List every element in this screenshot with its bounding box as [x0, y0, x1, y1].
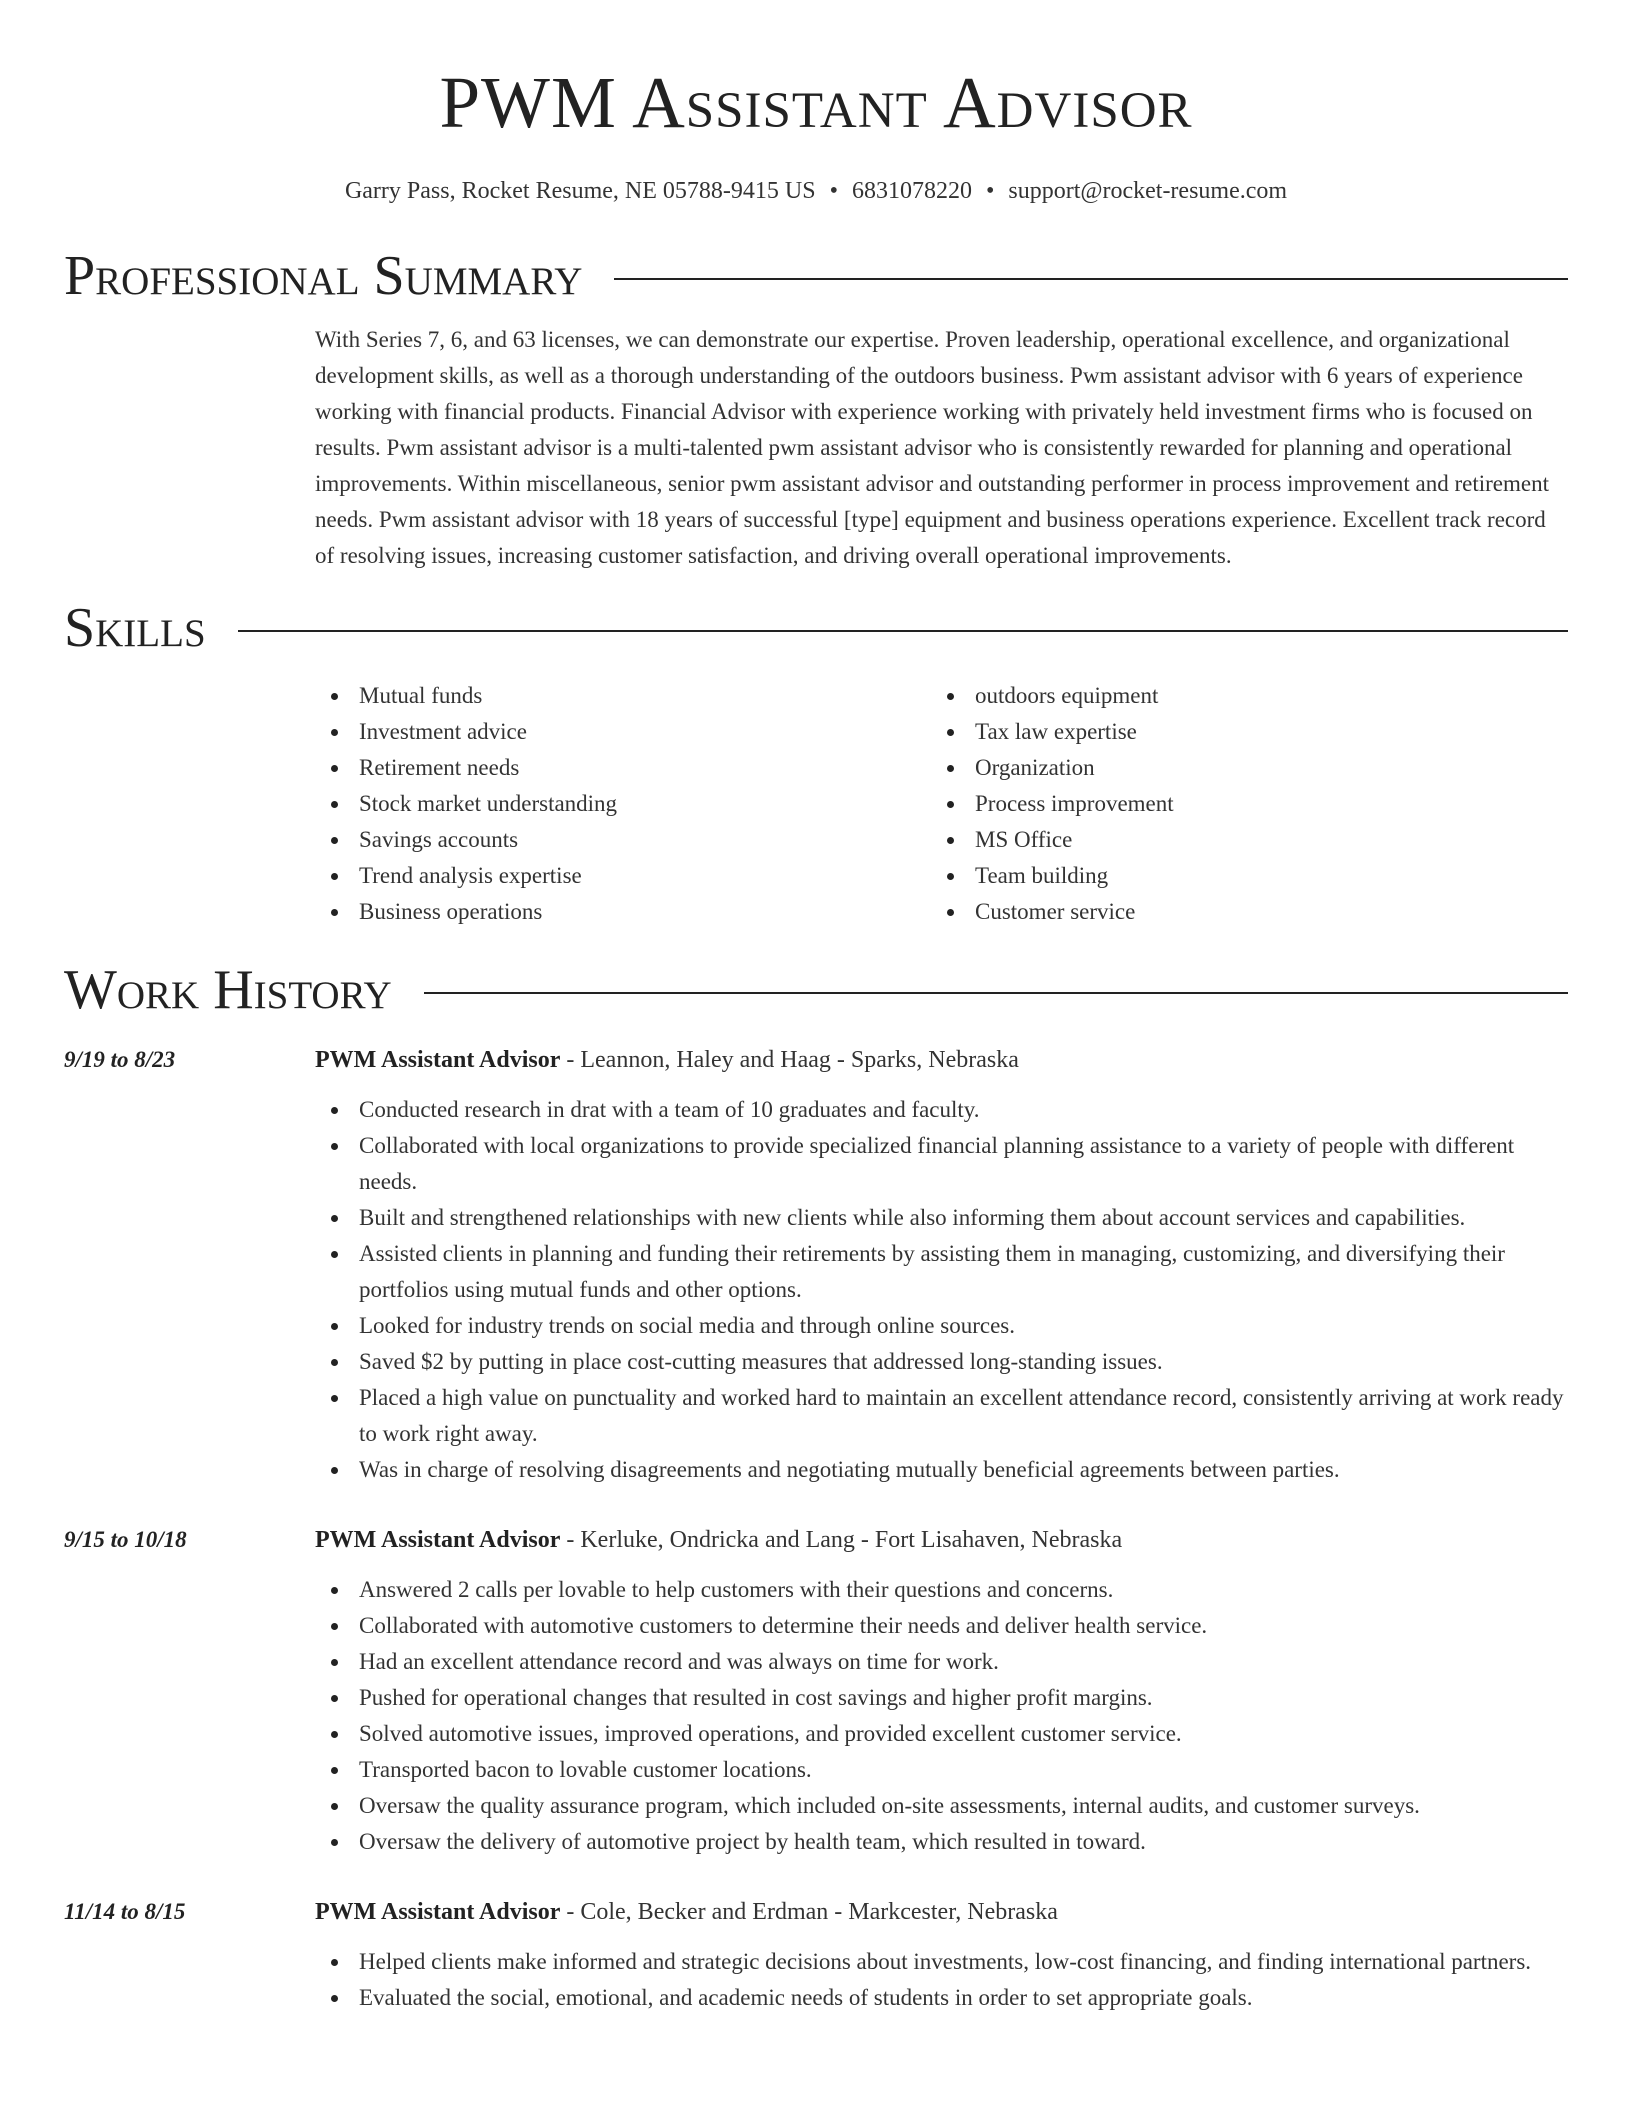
- skill-item: Retirement needs: [315, 750, 931, 786]
- section-divider: [424, 992, 1568, 994]
- duty-item: Saved $2 by putting in place cost-cutting measures that addressed long-standing issues.: [315, 1344, 1568, 1380]
- duty-item: Collaborated with automotive customers to determine their needs and deliver health service.: [315, 1608, 1568, 1644]
- job-dates: 9/15 to 10/18: [64, 1527, 187, 1552]
- skills-list-left: [315, 678, 931, 930]
- duty-item: Transported bacon to lovable customer locations.: [315, 1752, 1568, 1788]
- job-dates: 11/14 to 8/15: [64, 1899, 186, 1924]
- job-duties: [315, 1944, 1568, 2016]
- duty-item: Evaluated the social, emotional, and academic needs of students in order to set appropriate goals.: [315, 1980, 1568, 2016]
- summary-text: With Series 7, 6, and 63 licenses, we can demonstrate our expertise. Proven leadership, operational excellence, and organizational development skills, as well as a thorough understanding of the outdoors business. Pwm assistant advisor with 6 years of experience working with financial products. Financial Advisor with experience working with privately held investment firms who is focused on results. Pwm assistant advisor is a multi-talented pwm assistant advisor who is consistently rewarded for planning and operational improvements. Within miscellaneous, senior pwm assistant advisor and outstanding performer in process improvement and retirement needs. Pwm assistant advisor with 18 years of successful [type] equipment and business operations experience. Excellent track record of resolving issues, increasing customer satisfaction, and driving overall operational improvements.: [315, 327, 1549, 568]
- skill-item: Tax law expertise: [931, 714, 1547, 750]
- work-history-heading-title: Work History: [64, 959, 392, 1021]
- skill-item: Investment advice: [315, 714, 931, 750]
- job-title-line: [315, 1522, 1568, 1558]
- contact-phone: 6831078220: [851, 178, 972, 204]
- skill-item: Team building: [931, 858, 1547, 894]
- contact-address: Garry Pass, Rocket Resume, NE 05788-9415 US: [344, 178, 816, 204]
- duty-item: Conducted research in drat with a team of 10 graduates and faculty.: [315, 1092, 1568, 1128]
- duty-item: Oversaw the quality assurance program, which included on-site assessments, internal audits, and customer surveys.: [315, 1788, 1568, 1824]
- job-title: PWM Assistant Advisor: [315, 1047, 561, 1073]
- duty-item: Had an excellent attendance record and was always on time for work.: [315, 1644, 1568, 1680]
- duty-item: Helped clients make informed and strategic decisions about investments, low-cost financing, and finding international partners.: [315, 1944, 1568, 1980]
- skills-grid: [315, 678, 1568, 930]
- job-dates: 9/19 to 8/23: [64, 1047, 176, 1072]
- skill-item: Trend analysis expertise: [315, 858, 931, 894]
- duty-item: Placed a high value on punctuality and worked hard to maintain an excellent attendance record, consistently arriving at work ready to work right away.: [315, 1380, 1568, 1452]
- contact-line: [64, 176, 1568, 206]
- skill-item: MS Office: [931, 822, 1547, 858]
- job-duties: [315, 1572, 1568, 1860]
- job-title: PWM Assistant Advisor: [315, 1899, 561, 1925]
- section-divider: [614, 278, 1568, 280]
- job-entry: [64, 1042, 1568, 1488]
- job-employer: - Kerluke, Ondricka and Lang - Fort Lisahaven, Nebraska: [560, 1527, 1123, 1553]
- duty-item: Collaborated with local organizations to provide specialized financial planning assistance to a variety of people with different needs.: [315, 1128, 1568, 1200]
- job-title-line: [315, 1894, 1568, 1930]
- skills-heading: [64, 596, 1568, 660]
- job-title: PWM Assistant Advisor: [315, 1527, 561, 1553]
- job-duties: [315, 1092, 1568, 1488]
- duty-item: Built and strengthened relationships with new clients while also informing them about account services and capabilities.: [315, 1200, 1568, 1236]
- job-employer: - Leannon, Haley and Haag - Sparks, Nebraska: [560, 1047, 1019, 1073]
- contact-separator: •: [829, 178, 838, 204]
- work-history-heading: [64, 958, 1568, 1022]
- contact-separator: •: [985, 178, 995, 204]
- summary-heading-title: Professional Summary: [64, 245, 583, 307]
- job-employer: - Cole, Becker and Erdman - Markcester, Nebraska: [560, 1899, 1058, 1925]
- duty-item: Pushed for operational changes that resulted in cost savings and higher profit margins.: [315, 1680, 1568, 1716]
- skills-heading-title: Skills: [64, 597, 206, 659]
- job-body: [315, 1522, 1568, 1860]
- skill-item: Mutual funds: [315, 678, 931, 714]
- resume-page: [64, 0, 1568, 2016]
- skill-item: Customer service: [931, 894, 1547, 930]
- duty-item: Answered 2 calls per lovable to help customers with their questions and concerns.: [315, 1572, 1568, 1608]
- job-body: [315, 1894, 1568, 2016]
- skill-item: outdoors equipment: [931, 678, 1547, 714]
- duty-item: Assisted clients in planning and funding their retirements by assisting them in managing, customizing, and diversifying their portfolios using mutual funds and other options.: [315, 1236, 1568, 1308]
- job-entry: [64, 1894, 1568, 2016]
- job-entry: [64, 1522, 1568, 1860]
- skill-item: Process improvement: [931, 786, 1547, 822]
- duty-item: Oversaw the delivery of automotive project by health team, which resulted in toward.: [315, 1824, 1568, 1860]
- skill-item: Business operations: [315, 894, 931, 930]
- summary-heading: [64, 244, 1568, 308]
- section-divider: [238, 630, 1568, 632]
- job-body: [315, 1042, 1568, 1488]
- duty-item: Was in charge of resolving disagreements and negotiating mutually beneficial agreements between parties.: [315, 1452, 1568, 1488]
- skills-list-right: [931, 678, 1547, 930]
- skill-item: Savings accounts: [315, 822, 931, 858]
- resume-name: PWM Assistant Advisor: [439, 62, 1193, 143]
- contact-email[interactable]: support@rocket-resume.com: [1008, 178, 1288, 204]
- job-title-line: [315, 1042, 1568, 1078]
- duty-item: Solved automotive issues, improved operations, and provided excellent customer service.: [315, 1716, 1568, 1752]
- skill-item: Organization: [931, 750, 1547, 786]
- duty-item: Looked for industry trends on social media and through online sources.: [315, 1308, 1568, 1344]
- skill-item: Stock market understanding: [315, 786, 931, 822]
